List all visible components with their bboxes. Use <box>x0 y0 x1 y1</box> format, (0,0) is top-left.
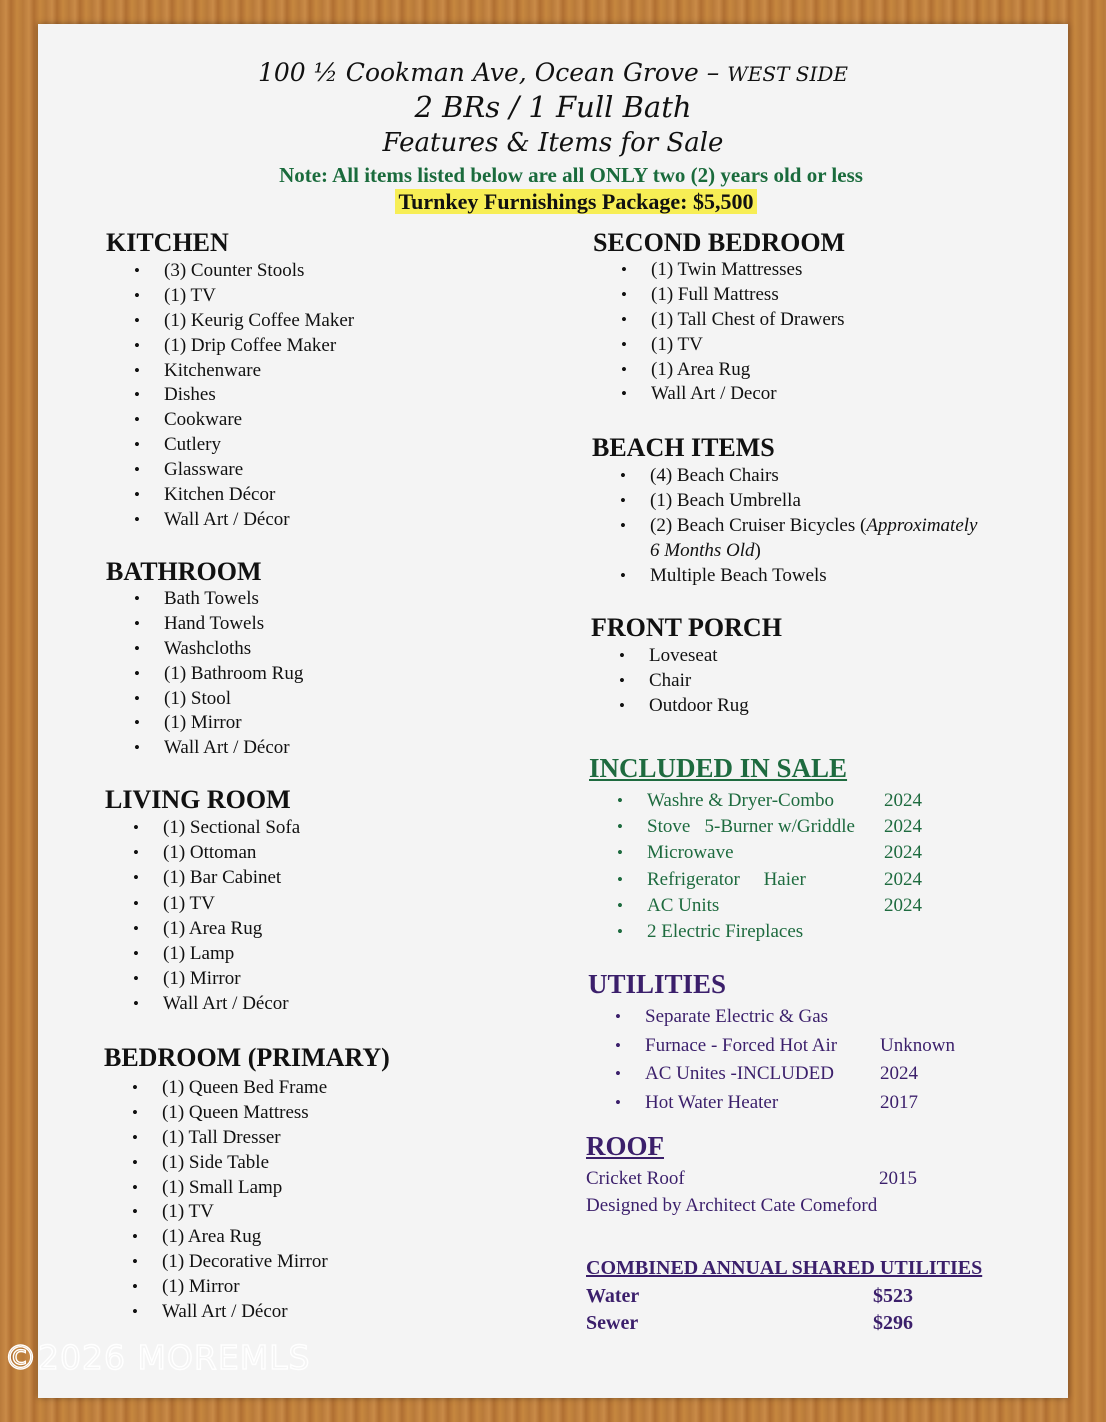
item-label: Furnace - Forced Hot Air <box>645 1034 838 1056</box>
section-title-kitchen: KITCHEN <box>106 228 229 257</box>
item-label: Microwave <box>647 842 734 864</box>
list-item <box>590 840 922 866</box>
second-bedroom-list <box>593 258 845 407</box>
list-item: • Kitchen Décor <box>106 483 354 508</box>
copyright-watermark: ©2026 MOREMLS <box>4 1338 311 1377</box>
list-item: • (1) Area Rug <box>104 1225 328 1250</box>
list-item: • (1) Mirror <box>106 711 303 736</box>
list-item: • Dishes <box>106 383 354 408</box>
list-item: • (1) Bar Cabinet <box>105 866 300 891</box>
beach-items-list <box>592 464 977 588</box>
item-label: Stove 5-Burner w/Griddle <box>647 816 855 838</box>
turnkey-price: Turnkey Furnishings Package: $5,500 <box>0 189 1106 215</box>
combined-utilities-title: COMBINED ANNUAL SHARED UTILITIES <box>586 1257 983 1279</box>
rooms-heading: 2 BRs / 1 Full Bath <box>414 90 692 124</box>
age-note: Note: All items listed below are all ONLY two (2) years old or less <box>279 163 863 187</box>
item-label: Washre & Dryer-Combo <box>647 790 834 811</box>
included-list <box>590 788 922 945</box>
item-year: 2024 <box>884 894 922 916</box>
list-item: • Wall Art / Décor <box>104 1300 328 1325</box>
list-item: • (3) Counter Stools <box>106 259 354 284</box>
list-item <box>589 1060 918 1089</box>
list-item <box>589 1003 837 1032</box>
list-item: • (1) TV <box>593 333 845 358</box>
item-year: 2024 <box>884 842 922 864</box>
sewer-value: $296 <box>873 1312 913 1334</box>
water-label: Water <box>586 1285 640 1307</box>
water-value: $523 <box>873 1285 913 1307</box>
list-item: • (1) Tall Dresser <box>104 1126 328 1151</box>
list-item: • (1) Ottoman <box>105 841 300 866</box>
list-item: • (1) Full Mattress <box>593 283 845 308</box>
item-year: 2024 <box>880 1063 918 1085</box>
list-item: • (1) Mirror <box>105 967 300 992</box>
item-label: AC Unites -INCLUDED <box>645 1063 834 1085</box>
item-year: 2017 <box>880 1092 918 1114</box>
list-item: • (4) Beach Chairs <box>592 464 977 489</box>
address-heading: 100 ½ Cookman Ave, Ocean Grove – WEST SIDE <box>257 58 849 87</box>
list-item: • Glassware <box>106 458 354 483</box>
list-item: • Multiple Beach Towels <box>592 564 977 589</box>
section-title-living-room: LIVING ROOM <box>105 785 291 814</box>
list-item <box>592 514 977 539</box>
item-year: 2024 <box>884 868 922 890</box>
list-item <box>589 1032 955 1061</box>
bicycles-close: ) <box>754 539 761 561</box>
sewer-label: Sewer <box>586 1312 639 1334</box>
item-label: AC Units <box>647 894 720 916</box>
item-label: Separate Electric & Gas <box>645 1006 829 1027</box>
list-item: • Cutlery <box>106 433 354 458</box>
list-item: • (1) TV <box>105 892 300 917</box>
list-item: • Cookware <box>106 408 354 433</box>
bathroom-list <box>106 587 303 761</box>
list-item <box>590 814 922 840</box>
item-year: Unknown <box>880 1034 955 1056</box>
list-item <box>589 1089 918 1118</box>
section-title-second-bedroom: SECOND BEDROOM <box>593 228 846 257</box>
list-item: • (1) Area Rug <box>105 917 300 942</box>
list-item: • Wall Art / Décor <box>106 508 354 533</box>
list-item: • (1) Drip Coffee Maker <box>106 334 354 359</box>
list-item: • Washcloths <box>106 637 303 662</box>
section-title-included-in-sale: INCLUDED IN SALE <box>589 753 848 783</box>
list-item: • (1) Stool <box>106 687 303 712</box>
item-year: 2024 <box>884 790 922 811</box>
list-item: • (1) Tall Chest of Drawers <box>593 308 845 333</box>
list-item <box>590 893 922 919</box>
list-item: • (1) Keurig Coffee Maker <box>106 309 354 334</box>
list-item: • Wall Art / Décor <box>105 992 300 1017</box>
living-room-list <box>105 816 300 1018</box>
section-title-roof: ROOF <box>586 1131 664 1161</box>
section-title-bathroom: BATHROOM <box>106 557 262 586</box>
list-item: • Wall Art / Décor <box>106 736 303 761</box>
list-item: • (1) Lamp <box>105 942 300 967</box>
bicycles-text: (2) Beach Cruiser Bicycles ( <box>650 514 867 536</box>
list-item: • (1) Queen Mattress <box>104 1101 328 1126</box>
item-label: Hot Water Heater <box>645 1092 779 1114</box>
bedroom-primary-list <box>104 1076 328 1325</box>
list-item: • Outdoor Rug <box>591 694 749 719</box>
section-title-front-porch: FRONT PORCH <box>591 613 782 642</box>
section-title-beach-items: BEACH ITEMS <box>592 433 775 462</box>
list-item: • Chair <box>591 669 749 694</box>
list-item: • (1) TV <box>106 284 354 309</box>
list-item: • (1) Decorative Mirror <box>104 1250 328 1275</box>
list-item: • (1) TV <box>104 1200 328 1225</box>
item-label: Refrigerator Haier <box>647 868 806 890</box>
list-item: • (1) Twin Mattresses <box>593 258 845 283</box>
list-item <box>590 919 855 945</box>
list-item-continuation <box>592 539 977 564</box>
list-item: • (1) Sectional Sofa <box>105 816 300 841</box>
features-heading: Features & Items for Sale <box>382 128 724 158</box>
roof-designer: Designed by Architect Cate Comeford <box>586 1195 878 1216</box>
list-item: • (1) Side Table <box>104 1151 328 1176</box>
front-porch-list <box>591 644 749 719</box>
section-title-utilities: UTILITIES <box>588 969 727 999</box>
section-title-bedroom-primary: BEDROOM (PRIMARY) <box>104 1043 390 1072</box>
list-item: • (1) Small Lamp <box>104 1176 328 1201</box>
list-item: • (1) Area Rug <box>593 358 845 383</box>
list-item: • Wall Art / Decor <box>593 382 845 407</box>
bicycles-note: Approximately <box>866 514 978 536</box>
bicycles-age: 6 Months Old <box>650 539 755 561</box>
list-item: • (1) Mirror <box>104 1275 328 1300</box>
kitchen-list <box>106 259 354 533</box>
item-year: 2024 <box>884 816 922 838</box>
item-label: 2 Electric Fireplaces <box>647 920 804 942</box>
list-item: • (1) Beach Umbrella <box>592 489 977 514</box>
list-item: • Loveseat <box>591 644 749 669</box>
list-item: • (1) Queen Bed Frame <box>104 1076 328 1101</box>
list-item: • Kitchenware <box>106 359 354 384</box>
list-item: • Hand Towels <box>106 612 303 637</box>
list-item <box>590 788 922 814</box>
list-item <box>590 867 922 893</box>
roof-label: Cricket Roof <box>586 1168 685 1189</box>
list-item: • (1) Bathroom Rug <box>106 662 303 687</box>
utilities-list <box>589 1003 955 1118</box>
roof-year: 2015 <box>879 1168 917 1189</box>
list-item: • Bath Towels <box>106 587 303 612</box>
